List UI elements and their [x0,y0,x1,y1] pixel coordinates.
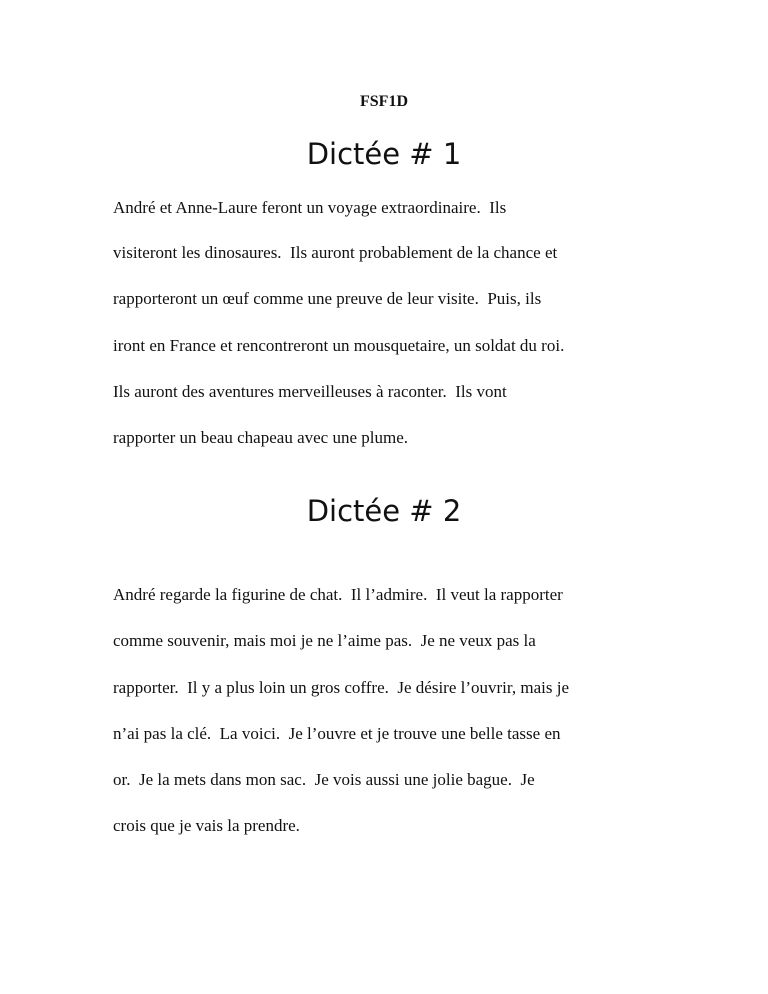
dictee-2-title: Dictée # 2 [306,494,462,528]
dictee-2-line: rapporter. Il y a plus loin un gros coffre. Je désire l’ouvrir, mais je [113,678,569,697]
dictee-1-title: Dictée # 1 [306,137,462,171]
course-code: FSF1D [360,93,408,110]
dictee-2-line: or. Je la mets dans mon sac. Je vois aussi une jolie bague. Je [113,770,535,789]
dictee-1-line: iront en France et rencontreront un mousquetaire, un soldat du roi. [113,336,565,355]
dictee-1-line: rapporter un beau chapeau avec une plume. [113,428,408,447]
dictee-2-line: André regarde la figurine de chat. Il l’admire. Il veut la rapporter [113,585,563,604]
dictee-2-line: comme souvenir, mais moi je ne l’aime pas. Je ne veux pas la [113,631,536,650]
dictee-2-line: n’ai pas la clé. La voici. Je l’ouvre et je trouve une belle tasse en [113,724,561,743]
dictee-1-line: Ils auront des aventures merveilleuses à raconter. Ils vont [113,382,507,401]
dictee-1-line: André et Anne-Laure feront un voyage extraordinaire. Ils [113,198,507,217]
dictee-2-line: crois que je vais la prendre. [113,816,300,835]
dictee-1-line: rapporteront un œuf comme une preuve de leur visite. Puis, ils [113,289,542,308]
dictee-1-line: visiteront les dinosaures. Ils auront probablement de la chance et [113,243,558,262]
